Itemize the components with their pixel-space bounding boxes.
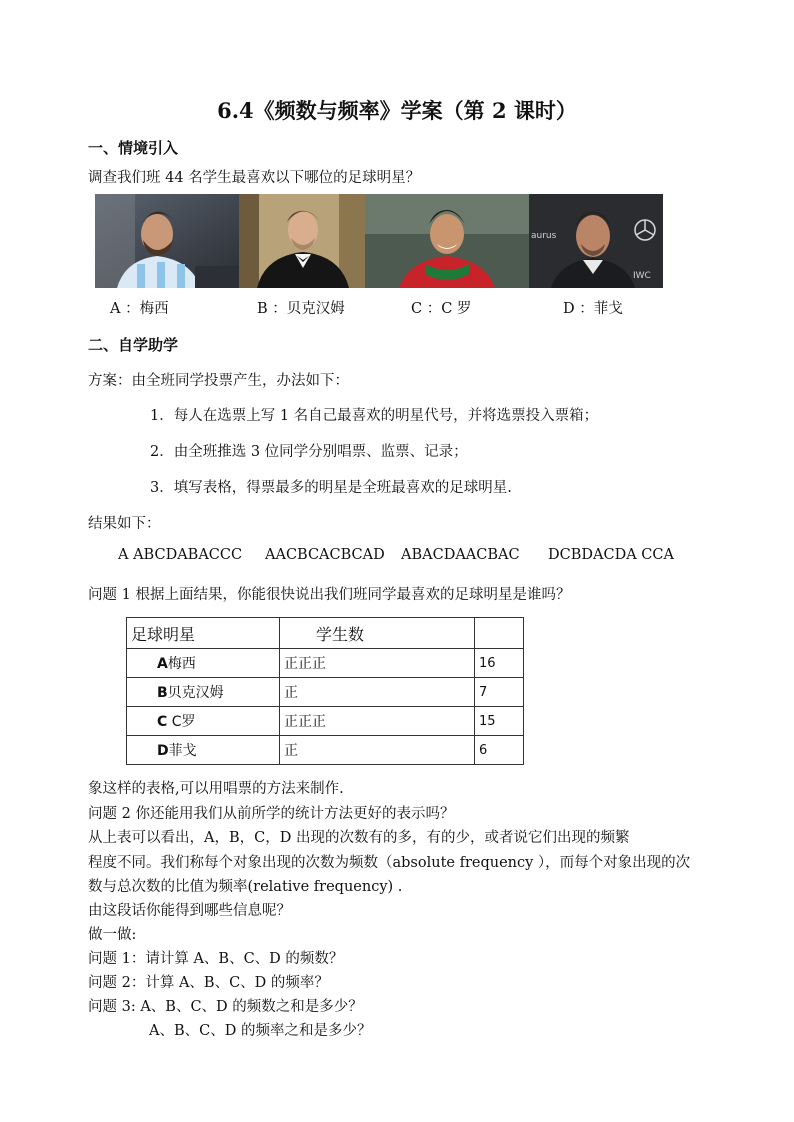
- page-title: 6.4《频数与频率》学案（第 2 课时）: [217, 98, 577, 123]
- header-star: 足球明星: [127, 618, 280, 649]
- count-cell: 16: [475, 649, 524, 678]
- section-heading-self-study: 二、自学助学: [88, 336, 179, 354]
- tally-cell: 正正正: [280, 707, 475, 736]
- star-letter: D: [157, 743, 169, 759]
- count-cell: 15: [475, 707, 524, 736]
- star-cell: [127, 707, 280, 736]
- text-line-7: 做一做:: [88, 927, 137, 943]
- section-heading-intro: 一、情境引入: [88, 139, 179, 157]
- text-line-5: 数与总次数的比值为频率(relative frequency) .: [88, 879, 403, 895]
- star-cell: [127, 649, 280, 678]
- star-letter: A: [157, 656, 168, 672]
- text-line-6: 由这段话你能得到哪些信息呢？: [88, 903, 291, 919]
- beckham-photo: [239, 194, 365, 288]
- star-letter: C: [157, 714, 168, 730]
- table-header-row: [127, 618, 524, 649]
- results-label: 结果如下：: [88, 516, 161, 532]
- svg-text:IWC: IWC: [633, 271, 651, 281]
- header-students: 学生数: [280, 618, 475, 649]
- svg-text:aurus: aurus: [531, 231, 557, 241]
- star-name: C罗: [167, 714, 196, 730]
- caption-messi: A ：梅西: [110, 301, 169, 317]
- survey-question: 调查我们班 44 名学生最喜欢以下哪位的足球明星？: [88, 170, 421, 186]
- table-row: [127, 649, 524, 678]
- table-row: [127, 736, 524, 765]
- star-name: 贝克汉姆: [167, 685, 224, 701]
- plan-text: 方案：由全班同学投票产生，办法如下：: [88, 373, 349, 389]
- step-3: 3．填写表格，得票最多的明星是全班最喜欢的足球明星.: [150, 480, 512, 496]
- count-cell: 6: [475, 736, 524, 765]
- count-cell: 7: [475, 678, 524, 707]
- text-line-3: 从上表可以看出，A，B，C，D 出现的次数有的多，有的少，或者说它们出现的频繁: [88, 830, 630, 846]
- caption-beckham: B ：贝克汉姆: [257, 301, 345, 317]
- messi-photo: [95, 194, 239, 288]
- text-line-4: 程度不同。我们称每个对象出现的次数为频数（absolute frequency ），而每个对象出现的次: [88, 855, 691, 871]
- exercise-question-2: 问题 2：计算 A、B、C、D 的频率？: [88, 975, 329, 991]
- star-cell: [127, 678, 280, 707]
- exercise-question-3b: A、B、C、D 的频率之和是多少？: [149, 1023, 372, 1039]
- vote-group-4: DCBDACDA CCA: [548, 547, 674, 563]
- step-2: 2．由全班推选 3 位同学分别唱票、监票、记录；: [150, 444, 468, 460]
- cristiano-ronaldo-photo: [365, 194, 529, 288]
- tally-cell: 正: [280, 736, 475, 765]
- star-name: 菲戈: [168, 743, 197, 759]
- exercise-question-3: 问题 3: A、B、C、D 的频数之和是多少？: [88, 999, 363, 1015]
- question-1: 问题 1 根据上面结果，你能很快说出我们班同学最喜欢的足球明星是谁吗？: [88, 587, 571, 603]
- tally-cell: 正: [280, 678, 475, 707]
- figo-photo: [529, 194, 663, 288]
- tally-table: [126, 617, 524, 765]
- star-name: 梅西: [167, 656, 196, 672]
- vote-group-2: AACBCACBCAD: [265, 547, 385, 563]
- header-blank: [475, 618, 524, 649]
- star-letter: B: [157, 685, 168, 701]
- table-row: [127, 678, 524, 707]
- tally-cell: 正正正: [280, 649, 475, 678]
- vote-group-1: A ABCDABACCC: [118, 547, 243, 563]
- text-line-1: 象这样的表格,可以用唱票的方法来制作.: [88, 781, 344, 797]
- table-row: [127, 707, 524, 736]
- caption-figo: D ：菲戈: [563, 301, 623, 317]
- football-stars-photo-strip: [95, 194, 663, 288]
- exercise-question-1: 问题 1：请计算 A、B、C、D 的频数？: [88, 951, 344, 967]
- question-2: 问题 2 你还能用我们从前所学的统计方法更好的表示吗？: [88, 806, 455, 822]
- vote-group-3: ABACDAACBAC: [401, 547, 520, 563]
- step-1: 1．每人在选票上写 1 名自己最喜欢的明星代号，并将选票投入票箱；: [150, 408, 599, 424]
- star-cell: [127, 736, 280, 765]
- caption-ronaldo: C ：C 罗: [411, 301, 472, 317]
